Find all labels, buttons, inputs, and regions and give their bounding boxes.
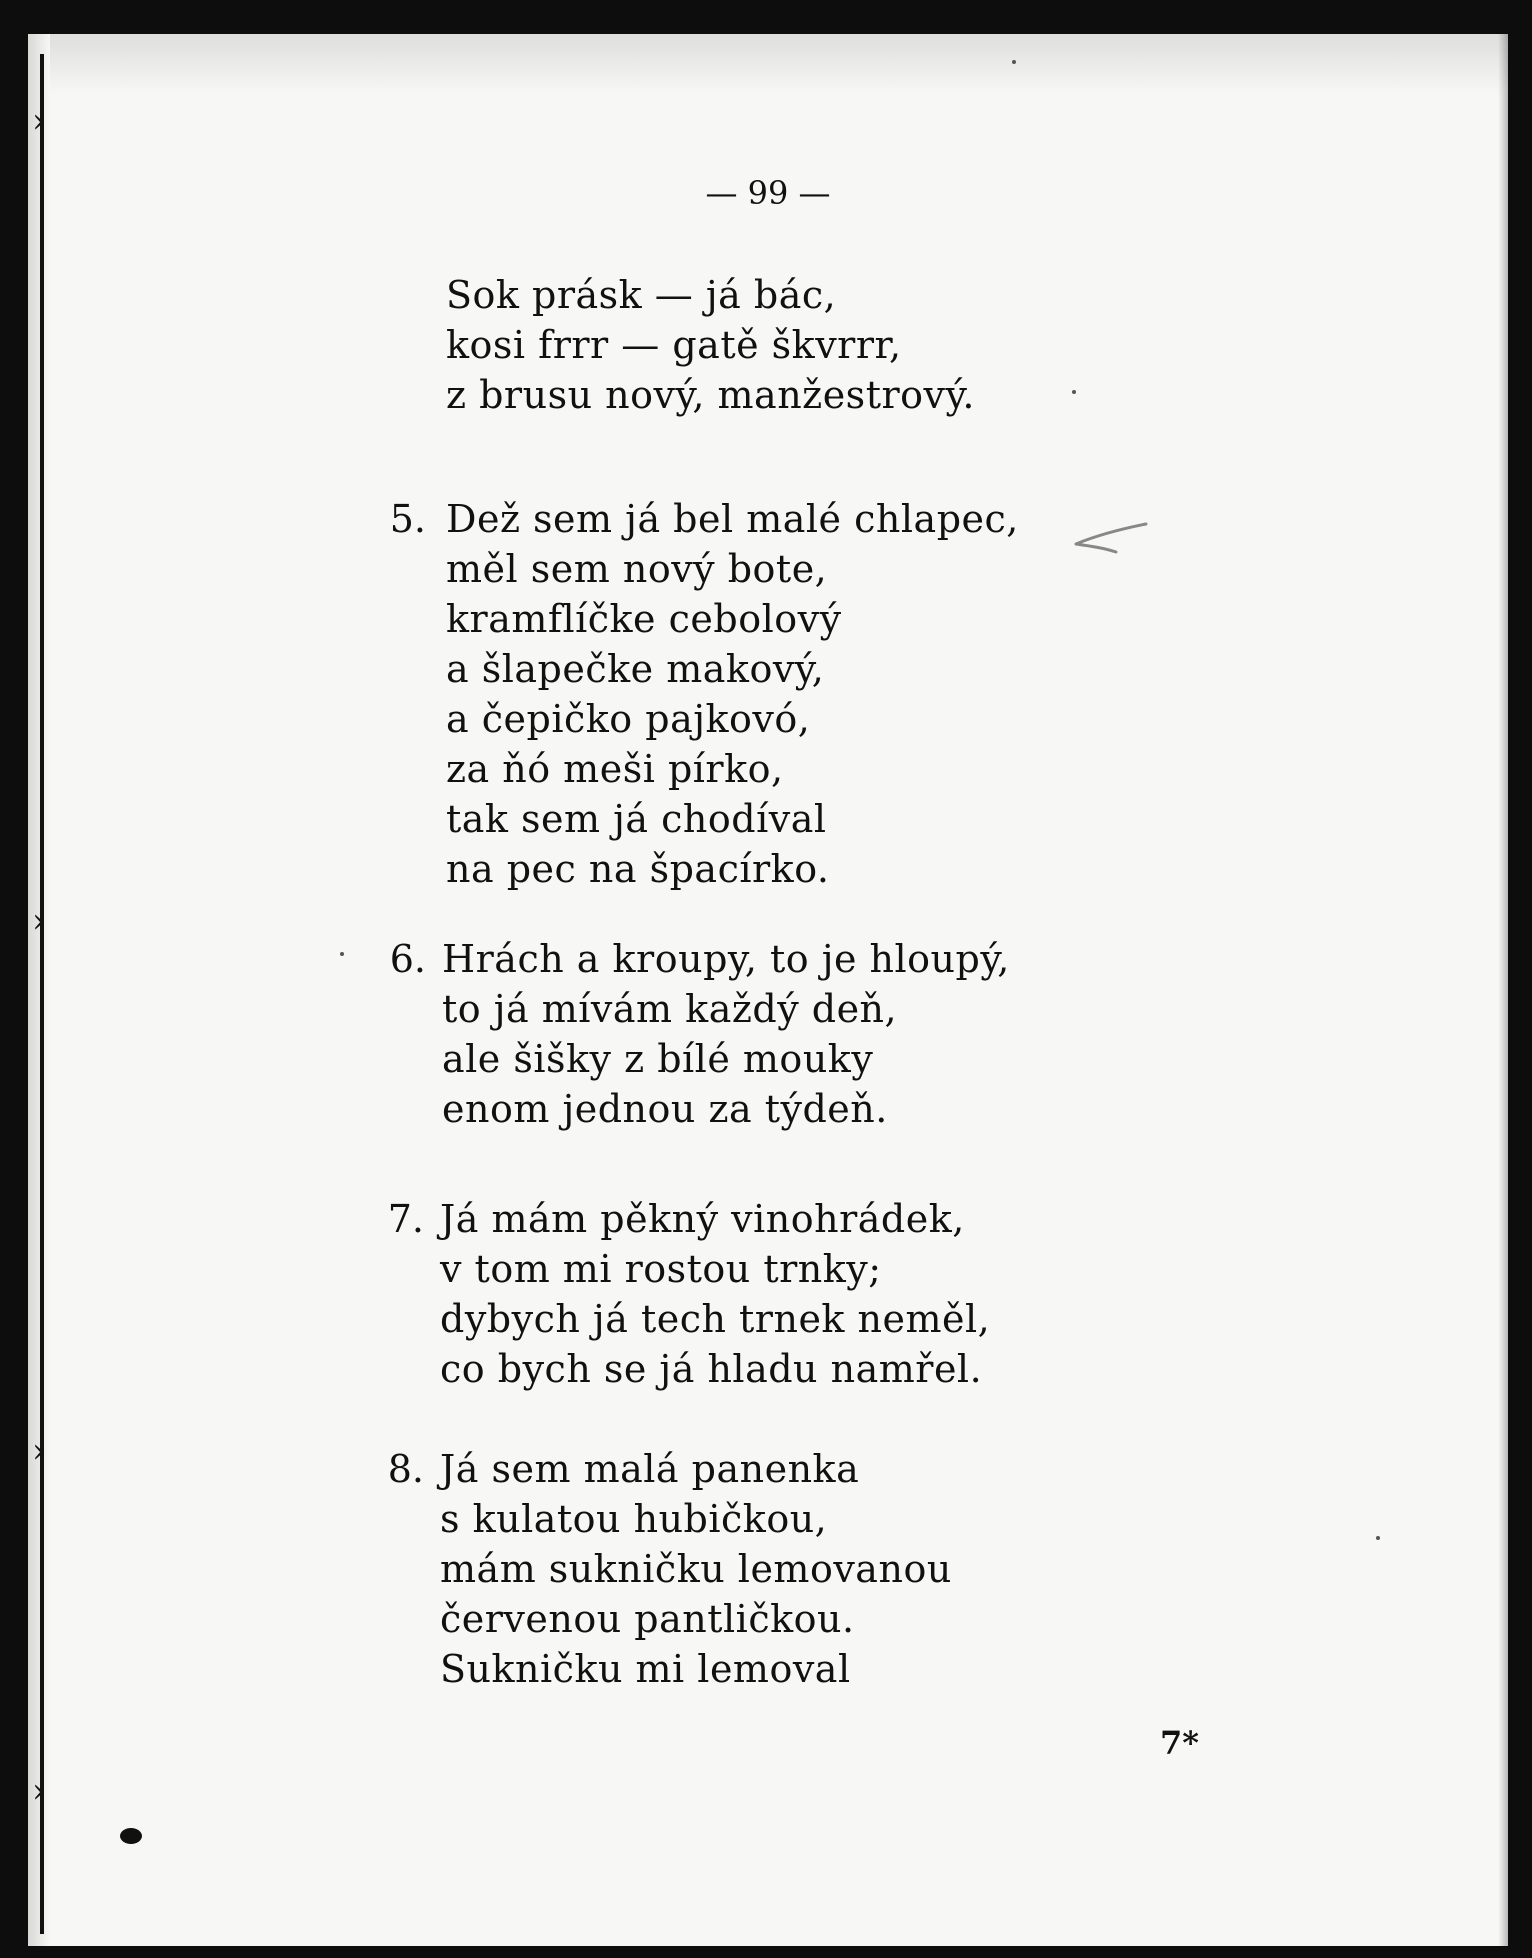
ink-blot <box>120 1828 142 1844</box>
stanza-5 <box>389 494 1019 894</box>
stanza-8 <box>387 1444 952 1694</box>
binding-tick: › <box>32 101 46 141</box>
verse-line: Hrách a kroupy, to je hloupý, <box>442 937 1010 981</box>
stanza-number: 6. <box>389 937 426 981</box>
verse-line: co bych se já hladu namřel. <box>440 1347 983 1391</box>
verse-line: za ňó meši pírko, <box>446 747 784 791</box>
paper-speck <box>1376 1536 1380 1540</box>
binding-tick: › <box>32 901 46 941</box>
binding-line <box>40 54 44 1934</box>
top-shadow <box>28 34 1508 94</box>
verse-line: červenou pantličkou. <box>440 1597 855 1641</box>
stanza-number: 7. <box>387 1197 424 1241</box>
stanza-7 <box>387 1194 991 1394</box>
verse-line: z brusu nový, manžestrový. <box>446 373 975 417</box>
verse-line: v tom mi rostou trnky; <box>440 1247 882 1291</box>
verse-line: s kulatou hubičkou, <box>440 1497 828 1541</box>
verse-line: kramflíčke cebolový <box>446 597 842 641</box>
right-edge-shadow <box>1498 34 1508 1946</box>
stanza-number: 8. <box>387 1447 424 1491</box>
paper-speck <box>1072 390 1076 394</box>
binding-tick: › <box>32 1431 46 1471</box>
paper-speck <box>340 952 344 956</box>
verse-line: Sukničku mi lemoval <box>440 1647 851 1691</box>
page-number: — 99 — <box>705 174 831 212</box>
verse-line: ale šišky z bílé mouky <box>442 1037 874 1081</box>
verse-line: a čepičko pajkovó, <box>446 697 811 741</box>
verse-line: Já mám pěkný vinohrádek, <box>440 1197 965 1241</box>
signature-mark: 7* <box>1160 1724 1199 1762</box>
verse-line: to já mívám každý deň, <box>442 987 898 1031</box>
stanza-number: 5. <box>389 497 426 541</box>
paper-speck <box>1012 60 1016 64</box>
verse-line: Dež sem já bel malé chlapec, <box>446 497 1019 541</box>
verse-line: enom jednou za týdeň. <box>442 1087 888 1131</box>
verse-line: měl sem nový bote, <box>446 547 828 591</box>
stanza-6 <box>389 934 1010 1134</box>
verse-line: Sok prásk — já bác, <box>446 273 837 317</box>
verse-line: dybych já tech trnek neměl, <box>440 1297 991 1341</box>
stanza-intro <box>446 270 975 420</box>
binding-tick: › <box>32 1771 46 1811</box>
verse-line: mám sukničku lemovanou <box>440 1547 952 1591</box>
verse-line: Já sem malá panenka <box>440 1447 860 1491</box>
verse-line: na pec na špacírko. <box>446 847 830 891</box>
page-spine <box>28 34 50 1946</box>
verse-line: tak sem já chodíval <box>446 797 827 841</box>
book-page <box>28 34 1508 1946</box>
pencil-arrow-mark <box>1070 518 1150 558</box>
verse-line: kosi frrr — gatě škvrrr, <box>446 323 902 367</box>
verse-line: a šlapečke makový, <box>446 647 825 691</box>
